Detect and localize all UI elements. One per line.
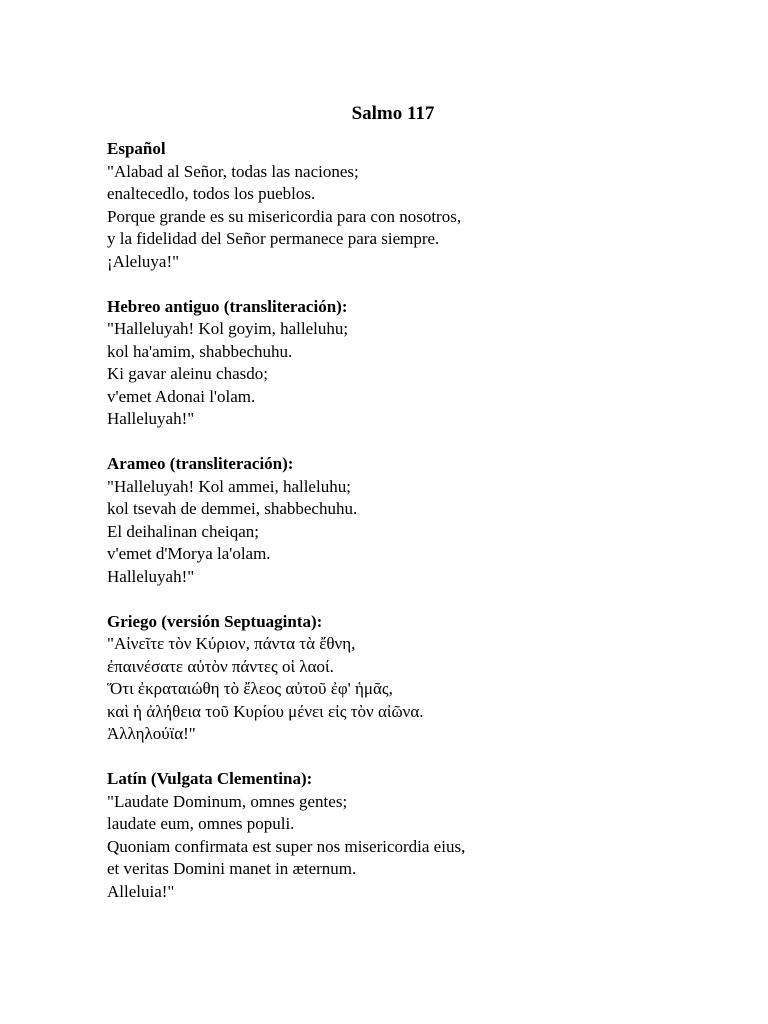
section-aramaic [107,453,727,588]
verse-line: "Αἰνεῖτε τὸν Κύριον, πάντα τὰ ἔθνη, [107,634,356,653]
verse-line: "Halleluyah! Kol goyim, halleluhu; [107,319,349,338]
verse-line: kol ha'amim, shabbechuhu. [107,341,293,361]
verse-line: et veritas Domini manet in æternum. [107,859,357,878]
verse-line: Ki gavar aleinu chasdo; [107,364,268,383]
section-heading: Griego (versión Septuaginta): [107,611,323,631]
verse-line: Porque grande es su misericordia para con nosotros, [107,206,462,226]
section-hebrew [107,296,727,431]
verse-line: enaltecedlo, todos los pueblos. [107,184,316,203]
section-heading: Arameo (transliteración): [107,454,294,473]
verse-line: ἐπαινέσατε αὐτὸν πάντες οἱ λαοί. [107,656,334,676]
section-greek [107,611,727,746]
verse-line: "Alabad al Señor, todas las naciones; [107,161,359,181]
verse-line: v'emet d'Morya la'olam. [107,544,271,563]
verse-line: Ἀλληλούϊα!" [107,724,196,743]
verse-line: v'emet Adonai l'olam. [107,386,256,406]
verse-line: Alleluia!" [107,881,175,901]
verse-line: "Halleluyah! Kol ammei, halleluhu; [107,476,351,496]
section-heading: Hebreo antiguo (transliteración): [107,296,348,316]
section-latin [107,768,727,903]
verse-line: Halleluyah!" [107,409,195,428]
page-title: Salmo 117 [351,103,435,124]
verse-line: kol tsevah de demmei, shabbechuhu. [107,499,358,518]
verse-line: laudate eum, omnes populi. [107,814,295,833]
section-heading: Español [107,139,166,158]
verse-line: "Laudate Dominum, omnes gentes; [107,791,348,811]
verse-line: ¡Aleluya!" [107,251,180,271]
verse-line: El deihalinan cheiqan; [107,521,259,541]
verse-line: Ὅτι ἐκραταιώθη τὸ ἔλεος αὐτοῦ ἐφ' ἡμᾶς, [107,679,393,698]
document-body [107,138,727,926]
section-heading: Latín (Vulgata Clementina): [107,769,313,788]
verse-line: y la fidelidad del Señor permanece para siempre. [107,229,440,248]
verse-line: καὶ ἡ ἀλήθεια τοῦ Κυρίου μένει εἰς τὸν αἰῶνα. [107,701,424,721]
verse-line: Halleluyah!" [107,566,195,586]
verse-line: Quoniam confirmata est super nos misericordia eius, [107,836,466,856]
section-spanish [107,138,727,273]
